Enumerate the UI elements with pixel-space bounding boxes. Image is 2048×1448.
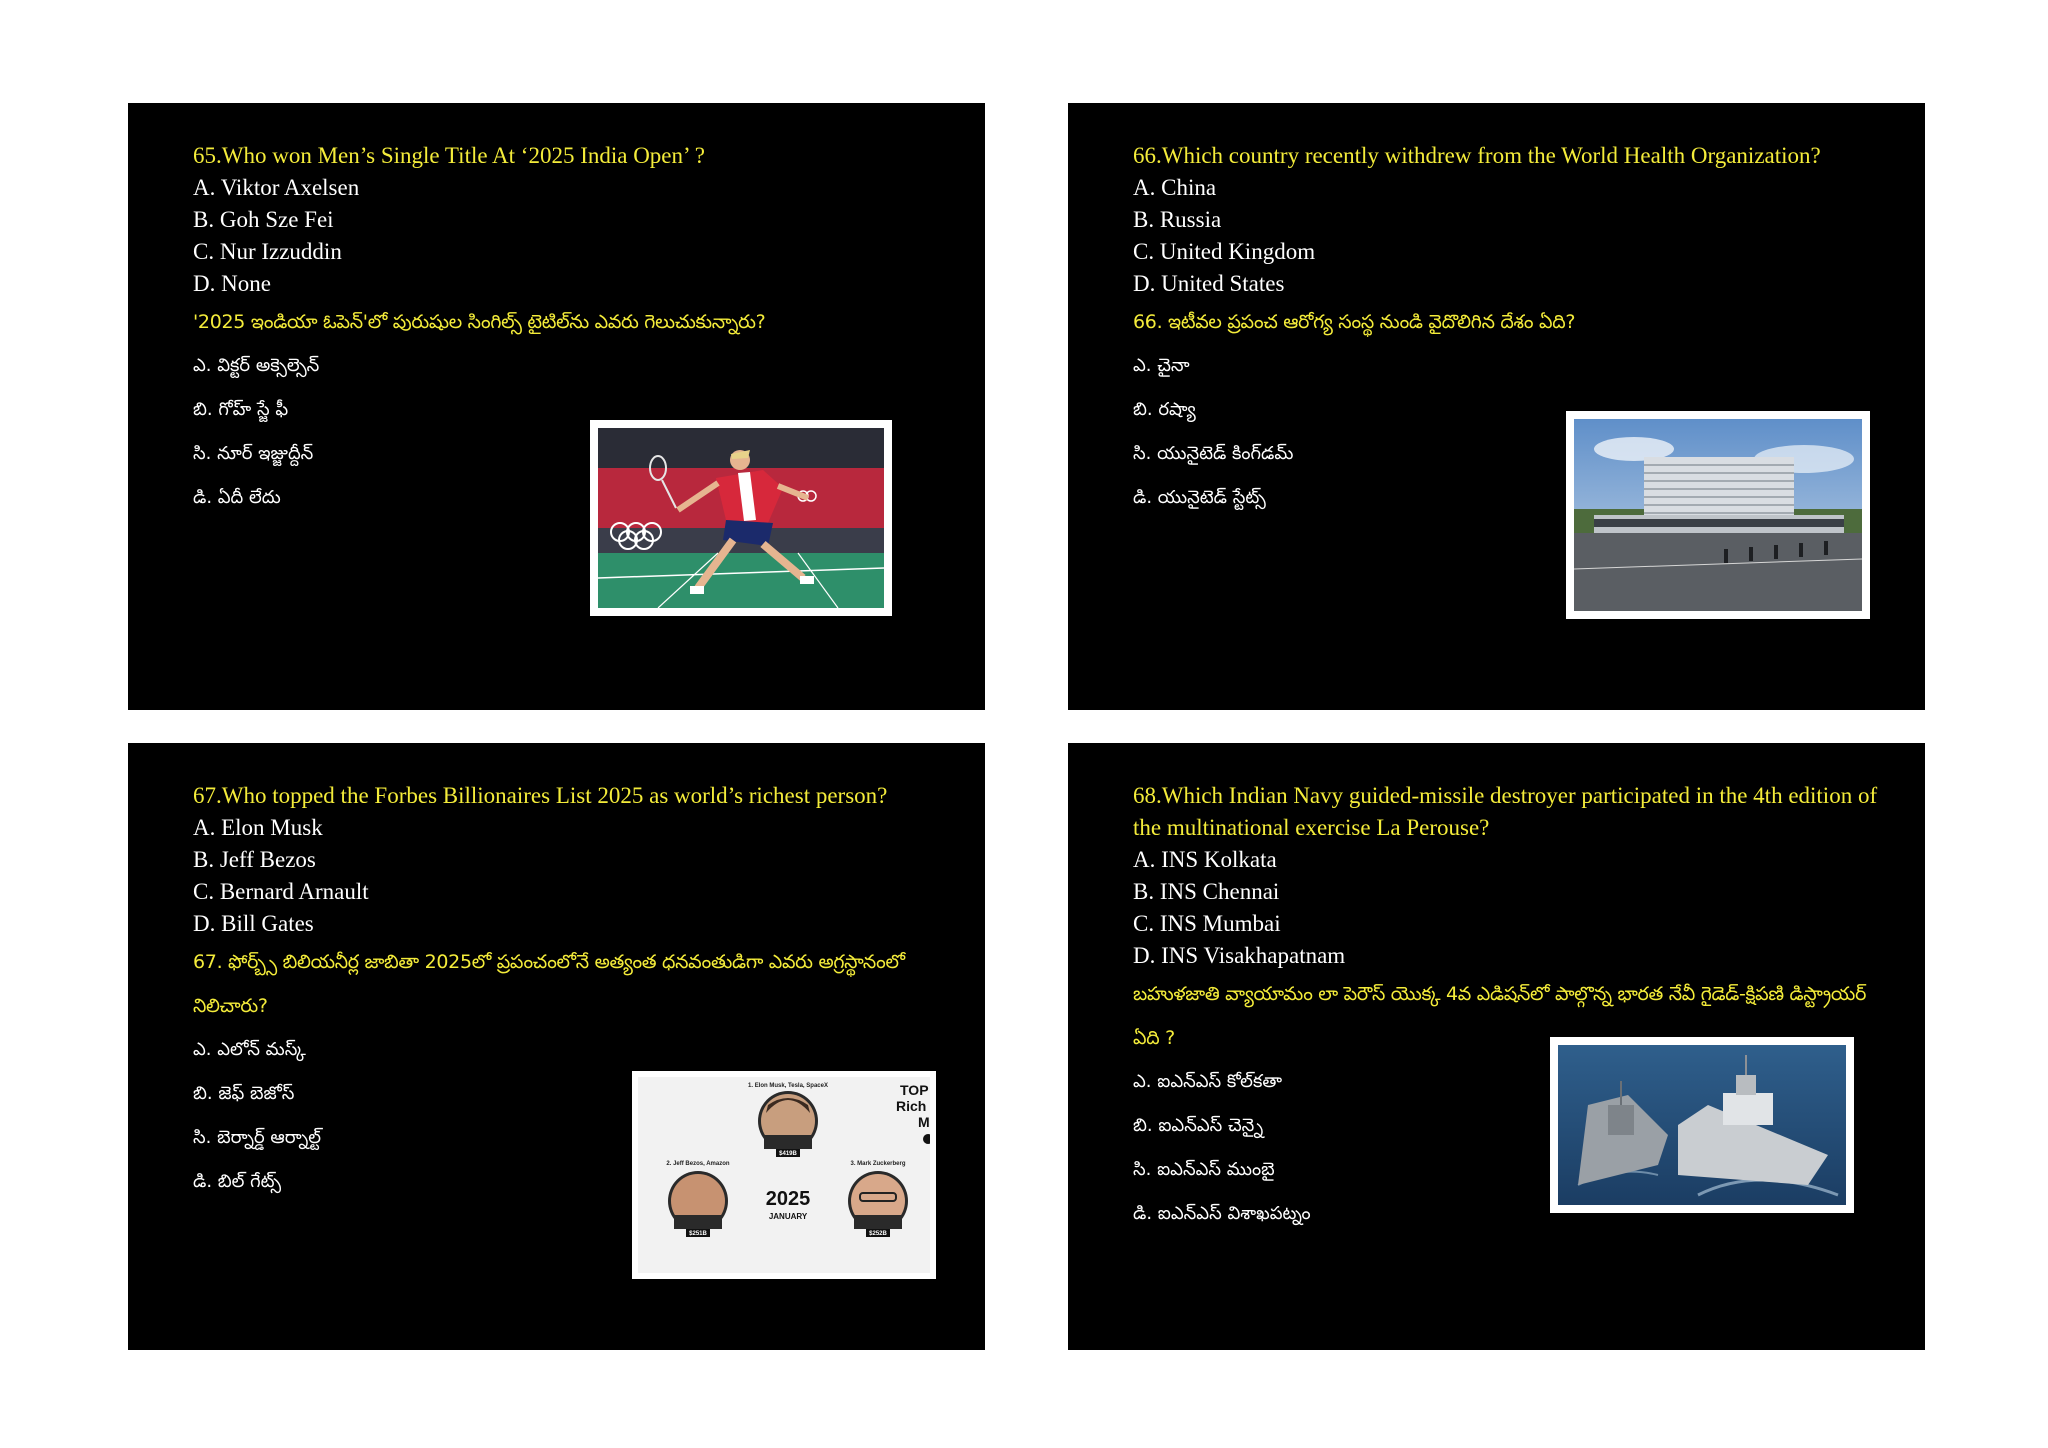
slide-question-67 (128, 743, 985, 1350)
option-c-en: C. Nur Izzuddin (193, 239, 342, 264)
question-te: బహుళజాతి వ్యాయామం లా పెరౌస్ యొక్క 4వ ఎడిషన్‌లో పాల్గొన్న భారత నేవీ గైడెడ్-క్షిపణి డిస్ట్రాయర్ ఏది ? (1133, 983, 1867, 1049)
month-label: JANUARY (768, 1212, 808, 1221)
rank1-label: 1. Elon Musk, Tesla, SpaceX (748, 1083, 828, 1089)
year-label: 2025 (765, 1188, 811, 1210)
option-c-en: C. United Kingdom (1133, 239, 1316, 264)
option-a-en: A. Viktor Axelsen (193, 175, 360, 200)
option-b-te: బి. ఐఎన్ఎస్ చెన్నై (1133, 1115, 1264, 1136)
question-en: 67.Who topped the Forbes Billionaires List 2025 as world’s richest person? (193, 783, 888, 808)
value1-label: $419B (779, 1151, 797, 1157)
option-b-en: B. Goh Sze Fei (193, 207, 334, 232)
corner-text-1: TOP (900, 1082, 929, 1098)
option-c-te: సి. యునైటెడ్ కింగ్‌డమ్ (1133, 443, 1294, 464)
value3-label: $252B (869, 1231, 887, 1237)
badminton-player-photo (590, 420, 892, 616)
option-c-te: సి. ఐఎన్ఎస్ ముంబై (1133, 1159, 1275, 1180)
option-b-en: B. INS Chennai (1133, 879, 1280, 904)
option-b-en: B. Jeff Bezos (193, 847, 316, 872)
option-d-en: D. INS Visakhapatnam (1133, 943, 1346, 968)
slide-question-68 (1068, 743, 1925, 1350)
option-d-te: డి. ఏదీ లేదు (193, 487, 281, 508)
option-a-te: ఎ. చైనా (1133, 355, 1190, 376)
question-te: 67. ఫోర్బ్స్ బిలియనీర్ల జాబితా 2025లో ప్రపంచంలోనే అత్యంత ధనవంతుడిగా ఎవరు అగ్రస్థానంలో నిలిచారు? (193, 951, 905, 1017)
option-a-te: ఎ. ఎలోన్ మస్క్ (193, 1039, 306, 1060)
option-d-te: డి. యునైటెడ్ స్టేట్స్ (1133, 487, 1266, 508)
question-te: '2025 ఇండియా ఓపెన్'లో పురుషుల సింగిల్స్ టైటిల్‌ను ఎవరు గెలుచుకున్నారు? (193, 311, 766, 333)
question-en: 66.Which country recently withdrew from the World Health Organization? (1133, 143, 1821, 168)
question-en: 65.Who won Men’s Single Title At ‘2025 India Open’ ? (193, 143, 705, 168)
option-b-te: బి. రష్యా (1133, 399, 1196, 420)
forbes-richest-graphic (632, 1071, 936, 1279)
corner-text-2: Rich (896, 1098, 927, 1114)
value2-label: $251B (689, 1231, 707, 1237)
option-a-en: A. China (1133, 175, 1217, 200)
slide-question-65 (128, 103, 985, 710)
option-c-en: C. INS Mumbai (1133, 911, 1281, 936)
option-b-te: బి. గోహ్ స్జే ఫీ (193, 399, 289, 420)
option-b-en: B. Russia (1133, 207, 1222, 232)
option-d-te: డి. ఐఎన్ఎస్ విశాఖపట్నం (1133, 1203, 1311, 1224)
option-c-en: C. Bernard Arnault (193, 879, 369, 904)
option-d-en: D. United States (1133, 271, 1285, 296)
rank3-label: 3. Mark Zuckerberg (850, 1161, 906, 1167)
option-a-te: ఎ. ఐఎన్ఎస్ కోల్‌కతా (1133, 1071, 1283, 1092)
option-b-te: బి. జెఫ్ బెజోస్ (193, 1083, 295, 1104)
corner-text-3: M (918, 1114, 930, 1130)
option-d-te: డి. బిల్ గేట్స్ (193, 1171, 282, 1192)
option-a-en: A. Elon Musk (193, 815, 323, 840)
question-en: 68.Which Indian Navy guided-missile destroyer participated in the 4th edition of the multinational exercise La Perouse? (1133, 783, 1878, 840)
navy-ships-photo (1550, 1037, 1854, 1213)
who-headquarters-photo (1566, 411, 1870, 619)
option-c-te: సి. బెర్నార్డ్ ఆర్నాల్ట్ (193, 1127, 322, 1148)
option-d-en: D. None (193, 271, 271, 296)
question-te: 66. ఇటీవల ప్రపంచ ఆరోగ్య సంస్థ నుండి వైదొలిగిన దేశం ఏది? (1133, 311, 1576, 333)
rank2-label: 2. Jeff Bezos, Amazon (666, 1161, 730, 1167)
option-c-te: సి. నూర్ ఇజ్జుద్దీన్ (193, 443, 314, 464)
option-a-te: ఎ. విక్టర్ అక్సెల్సెన్ (193, 355, 320, 376)
slide-question-66 (1068, 103, 1925, 710)
option-a-en: A. INS Kolkata (1133, 847, 1277, 872)
option-d-en: D. Bill Gates (193, 911, 314, 936)
